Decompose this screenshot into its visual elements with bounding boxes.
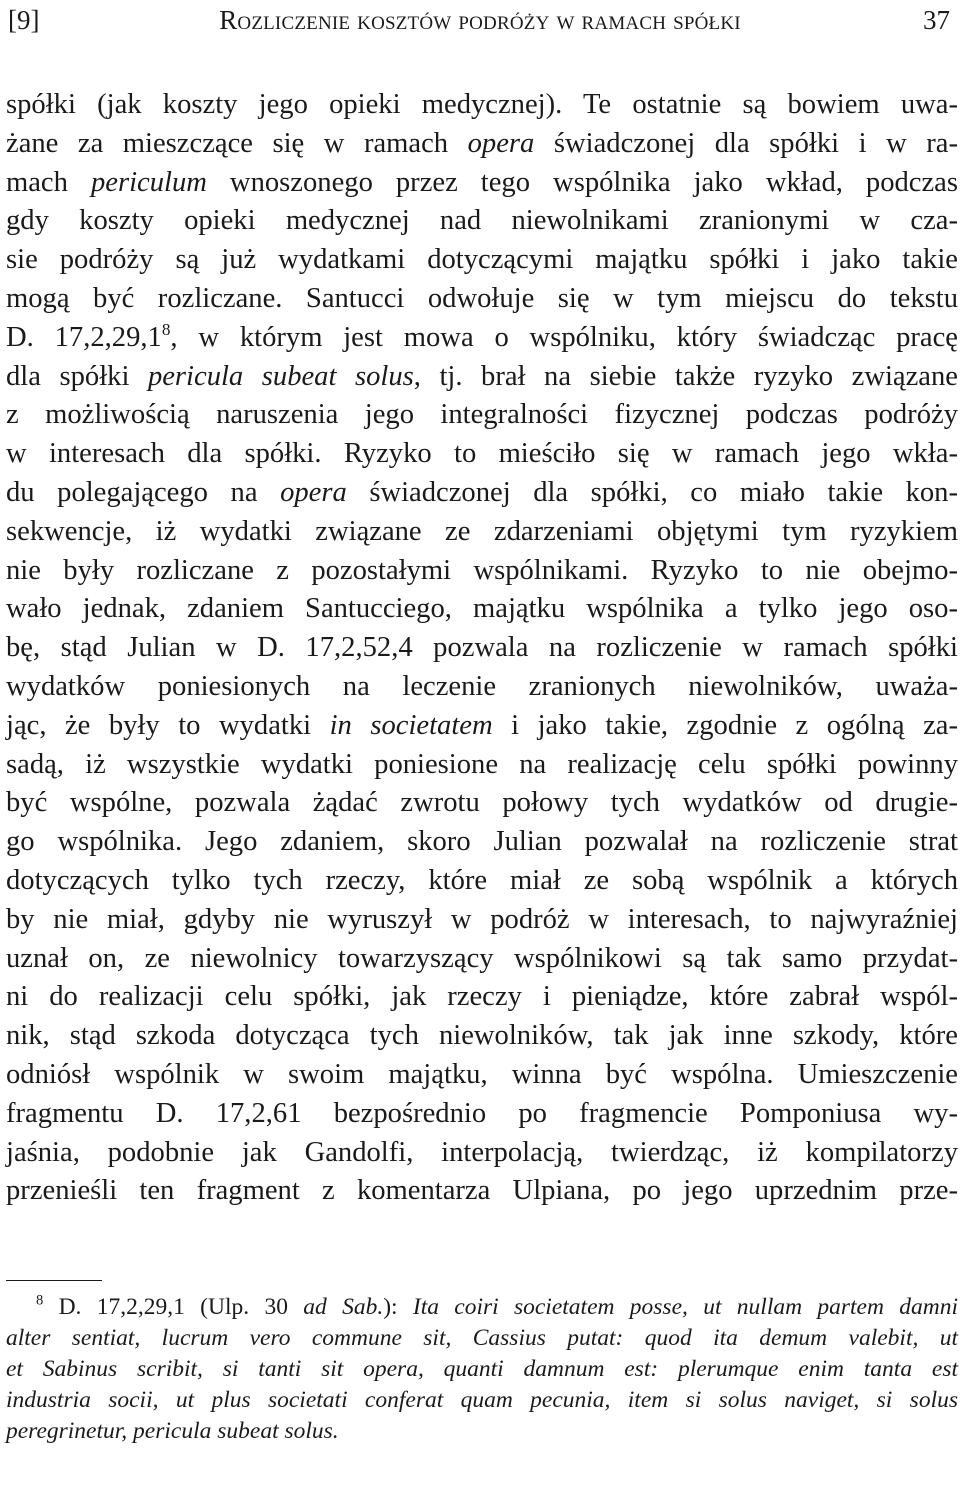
footnote-separator (6, 1280, 102, 1281)
latin-term: ad Sab. (303, 1294, 384, 1320)
text-line: być wspólne, pozwala żądać zwrotu połowy tych wydatków od drugie- (6, 787, 958, 819)
page-number: 37 (923, 5, 950, 35)
section-number: [9] (8, 5, 40, 35)
text-line: fragmentu D. 17,2,61 bezpośrednio po fragmencie Pomponiusa wy- (6, 1097, 958, 1129)
text-line: by nie miał, gdyby nie wyruszył w podróż w interesach, to najwyraźniej (6, 903, 958, 935)
text-line: mogą być rozliczane. Santucci odwołuje się w tym miejscu do tekstu (6, 282, 958, 314)
text-line: jąc, że były to wydatki in societatem i jako takie, zgodnie z ogólną za- (6, 709, 958, 741)
text-line: bę, stąd Julian w D. 17,2,52,4 pozwala na rozliczenie w ramach spółki (6, 632, 958, 664)
latin-term: opera (467, 127, 535, 159)
text-line: sadą, iż wszystkie wydatki poniesione na realizację celu spółki powinny (6, 748, 958, 780)
footnote-marker: 8 (36, 1292, 44, 1309)
running-title: Rozliczenie kosztów podróży w ramach spółki (219, 5, 741, 35)
text-line: dla spółki pericula subeat solus, tj. brał na siebie także ryzyko związane (6, 360, 958, 392)
text-line: go wspólnika. Jego zdaniem, skoro Julian pozwalał na rozliczenie strat (6, 826, 958, 858)
text-line: odniósł wspólnik w swoim majątku, winna być wspólna. Umieszczenie (6, 1058, 958, 1090)
text-line: żane za mieszczące się w ramach opera świadczonej dla spółki i w ra- (6, 127, 958, 159)
latin-quote: industria socii, ut plus societati conferat quam pecunia, item si solus naviget, si solus (6, 1386, 958, 1413)
text-line: nik, stąd szkoda dotycząca tych niewolników, tak jak inne szkody, które (6, 1020, 958, 1052)
text-line: przenieśli ten fragment z komentarza Ulpiana, po jego uprzednim prze- (6, 1175, 958, 1207)
latin-quote: alter sentiat, lucrum vero commune sit, Cassius putat: quod ita demum valebit, ut (6, 1324, 958, 1351)
text-line: sekwencje, iż wydatki związane ze zdarzeniami objętymi tym ryzykiem (6, 515, 958, 547)
latin-term: opera (280, 476, 347, 508)
text-line: ni do realizacji celu spółki, jak rzeczy i pieniądze, które zabrał wspól- (6, 981, 958, 1013)
text-line: mach periculum wnoszonego przez tego wspólnika jako wkład, podczas (6, 166, 958, 198)
main-text (6, 86, 958, 1211)
text-line: w interesach dla spółki. Ryzyko to mieściło się w ramach jego wkła- (6, 438, 958, 470)
text-line: uznał on, ze niewolnicy towarzyszący wspólnikowi są tak samo przydat- (6, 942, 958, 974)
latin-term: periculum (90, 166, 207, 198)
latin-quote: et Sabinus scribit, si tanti sit opera, quanti damnum est: plerumque enim tanta est (6, 1355, 958, 1382)
text-line: spółki (jak koszty jego opieki medycznej). Te ostatnie są bowiem uwa- (6, 89, 958, 120)
footnote-line (6, 1354, 958, 1385)
text-line: wało jednak, zdaniem Santucciego, majątku wspólnika a tylko jego oso- (6, 593, 958, 625)
footnote-line (6, 1416, 958, 1447)
latin-quote: Ita coiri societatem posse, ut nullam partem damni (412, 1294, 959, 1320)
latin-term: in societatem (329, 709, 493, 741)
footnote-line (6, 1385, 958, 1416)
running-header (8, 0, 952, 44)
latin-quote: peregrinetur, pericula subeat solus. (6, 1417, 339, 1444)
text-line: gdy koszty opieki medycznej nad niewolnikami zranionymi w cza- (6, 205, 958, 237)
text-line: sie podróży są już wydatkami dotyczącymi majątku spółki i jako takie (6, 244, 958, 276)
text-line: dotyczących tylko tych rzeczy, które miał ze sobą wspólnik a których (6, 864, 958, 896)
text-line: z możliwością naruszenia jego integralności fizycznej podczas podróży (6, 399, 958, 431)
latin-term: pericula subeat solus (147, 360, 414, 392)
text-line: jaśnia, podobnie jak Gandolfi, interpolacją, twierdząc, iż kompilatorzy (6, 1136, 958, 1168)
text-line: du polegającego na opera świadczonej dla spółki, co miało takie kon- (6, 476, 959, 508)
footnote-reference[interactable]: 8 (161, 319, 171, 339)
text-line: wydatków poniesionych na leczenie zranionych niewolników, uważa- (6, 670, 958, 702)
footnote-line: $^8$ D. 17,2,29,1 (Ulp. 30 ad Sab.): Ita coiri societatem posse, ut nullam partem damni (36, 1292, 959, 1320)
footnote-line (6, 1323, 958, 1354)
text-line: D. 17,2,29,1$^8$, w którym jest mowa o wspólniku, który świadcząc pracę (6, 319, 958, 353)
footnote-8 (6, 1292, 958, 1447)
text-line: nie były rozliczane z pozostałymi wspólnikami. Ryzyko to nie obejmo- (6, 554, 958, 586)
